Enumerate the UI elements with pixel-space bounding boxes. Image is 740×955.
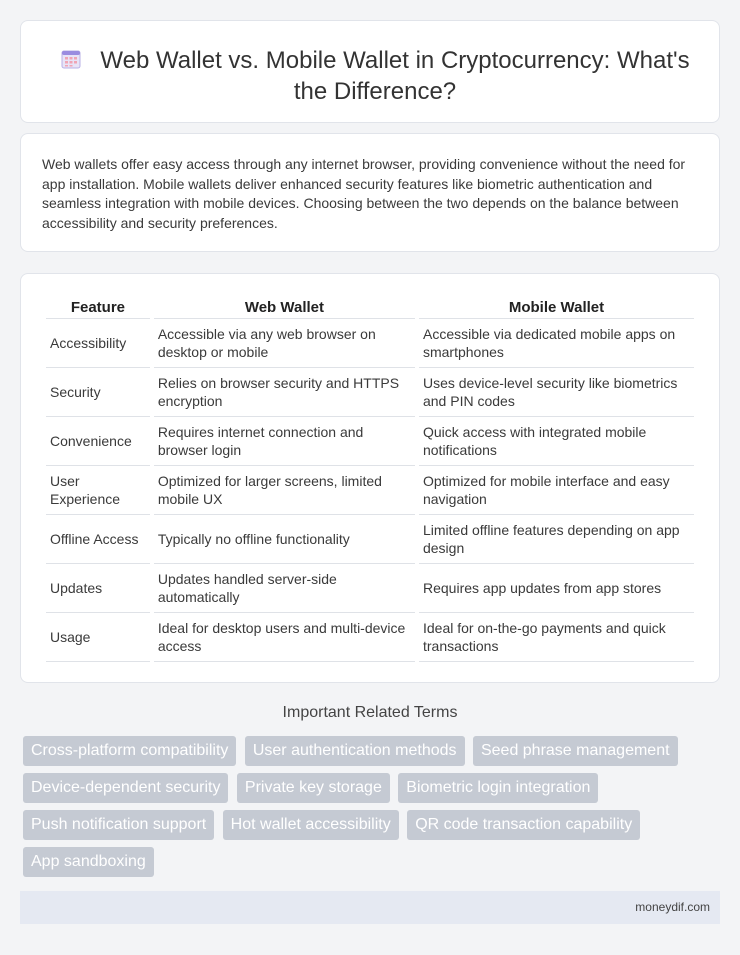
page-title-text: Web Wallet vs. Mobile Wallet in Cryptocurrency: What's the Difference? [100, 47, 690, 105]
header-feature: Feature [46, 295, 150, 319]
table-row [46, 466, 694, 515]
mobile-wallet-cell: Requires app updates from app stores [419, 564, 694, 613]
related-term-tag[interactable]: App sandboxing [23, 847, 154, 877]
intro-text: Web wallets offer easy access through any internet browser, providing convenience without the need for app installation. Mobile wallets deliver enhanced security features like biometric authentication and seamless integration with mobile devices. Choosing between the two depends on the balance between accessibility and security preferences. [42, 156, 686, 231]
table-row [46, 564, 694, 613]
comparison-card [20, 273, 720, 683]
table-row [46, 613, 694, 662]
title-card [20, 20, 720, 123]
related-term-tag[interactable]: Push notification support [23, 810, 214, 840]
header-mobile-wallet: Mobile Wallet [419, 295, 694, 319]
header-web-wallet: Web Wallet [154, 295, 415, 319]
related-term-tag[interactable]: QR code transaction capability [407, 810, 640, 840]
mobile-wallet-cell: Accessible via dedicated mobile apps on smartphones [419, 319, 694, 368]
web-wallet-cell: Optimized for larger screens, limited mobile UX [154, 466, 415, 515]
table-row [46, 515, 694, 564]
comparison-table [42, 295, 698, 662]
related-term-tag[interactable]: Hot wallet accessibility [223, 810, 399, 840]
table-header-row [46, 295, 694, 319]
source-link[interactable]: moneydif.com [635, 900, 710, 914]
page-title [51, 45, 699, 107]
footer-source [20, 891, 720, 924]
intro-card [20, 133, 720, 252]
web-wallet-cell: Accessible via any web browser on desktop or mobile [154, 319, 415, 368]
feature-cell: Updates [46, 564, 150, 613]
web-wallet-cell: Typically no offline functionality [154, 515, 415, 564]
mobile-wallet-cell: Uses device-level security like biometrics and PIN codes [419, 368, 694, 417]
related-term-tag[interactable]: Device-dependent security [23, 773, 228, 803]
feature-cell: Convenience [46, 417, 150, 466]
feature-cell: User Experience [46, 466, 150, 515]
related-term-tag[interactable]: Cross-platform compatibility [23, 736, 236, 766]
related-term-tag[interactable]: Seed phrase management [473, 736, 678, 766]
feature-cell: Usage [46, 613, 150, 662]
calendar-icon [60, 48, 82, 70]
mobile-wallet-cell: Ideal for on-the-go payments and quick transactions [419, 613, 694, 662]
web-wallet-cell: Updates handled server-side automatically [154, 564, 415, 613]
table-row [46, 319, 694, 368]
table-row [46, 368, 694, 417]
feature-cell: Offline Access [46, 515, 150, 564]
related-term-tag[interactable]: User authentication methods [245, 736, 465, 766]
mobile-wallet-cell: Optimized for mobile interface and easy navigation [419, 466, 694, 515]
related-terms-title: Important Related Terms [282, 704, 458, 721]
feature-cell: Security [46, 368, 150, 417]
web-wallet-cell: Requires internet connection and browser login [154, 417, 415, 466]
feature-cell: Accessibility [46, 319, 150, 368]
related-terms-list [23, 736, 703, 884]
web-wallet-cell: Relies on browser security and HTTPS encryption [154, 368, 415, 417]
table-row [46, 417, 694, 466]
mobile-wallet-cell: Limited offline features depending on app design [419, 515, 694, 564]
related-term-tag[interactable]: Biometric login integration [398, 773, 598, 803]
mobile-wallet-cell: Quick access with integrated mobile notifications [419, 417, 694, 466]
related-term-tag[interactable]: Private key storage [237, 773, 390, 803]
web-wallet-cell: Ideal for desktop users and multi-device access [154, 613, 415, 662]
